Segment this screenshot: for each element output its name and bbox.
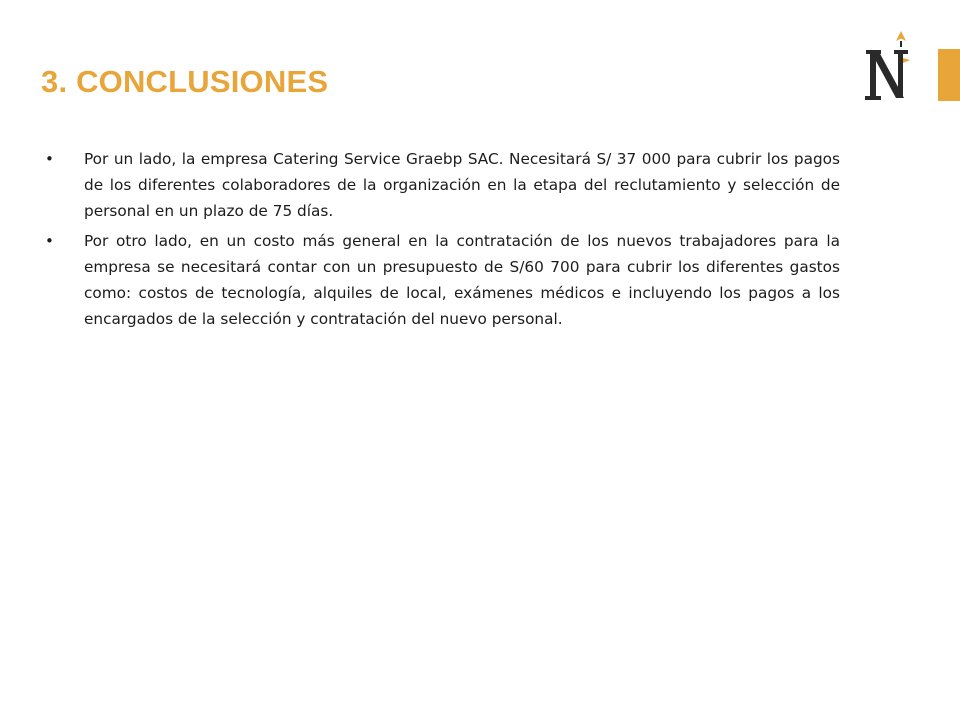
bullet-item — [44, 146, 840, 224]
bullet-text: Por un lado, la empresa Catering Service Graebp SAC. Necesitará S/ 37 000 para cubrir los pagos de los diferentes colaboradores de la organización en la etapa del reclutamiento y selección de personal en un plazo de 75 días. — [84, 150, 840, 220]
page-title: 3. CONCLUSIONES — [41, 64, 329, 99]
logo-arrow-mark — [896, 31, 906, 41]
bullet-dot-icon: • — [45, 232, 54, 250]
n-letter-logo-icon — [860, 28, 916, 104]
bullet-item — [44, 228, 840, 332]
bullet-dot-icon: • — [45, 150, 54, 168]
accent-bar — [938, 49, 960, 101]
logo-stem-mark — [900, 41, 902, 47]
bullet-list — [44, 146, 840, 336]
bullet-text: Por otro lado, en un costo más general en la contratación de los nuevos trabajadores para la empresa se necesitará contar con un presupuesto de S/60 700 para cubrir los diferentes gastos como: costos de tecnología, alquiles de local, exámenes médicos e incluyendo los pagos a los encargados de la selección y contratación del nuevo personal. — [84, 232, 840, 328]
logo-flag-mark — [903, 58, 910, 63]
logo-letter-n — [865, 50, 908, 100]
